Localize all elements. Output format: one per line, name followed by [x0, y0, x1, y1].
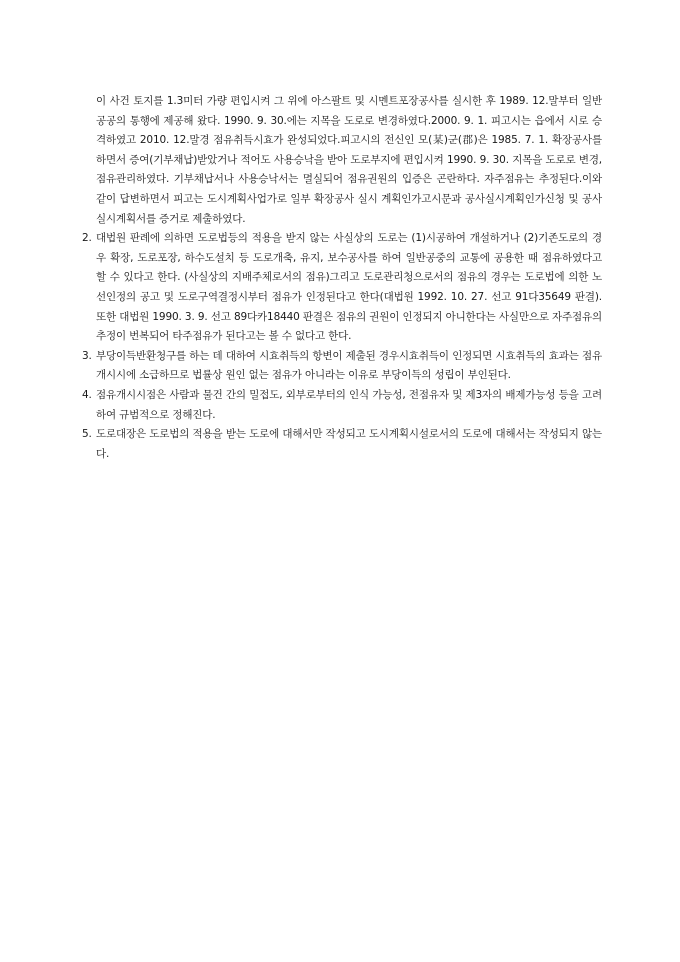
intro-paragraph: 이 사건 토지를 1.3미터 가량 편입시켜 그 위에 아스팔트 및 시멘트포장공사를 실시한 후 1989. 12.말부터 일반공공의 통행에 제공해 왔다. 1990. 9. 30.에는 지목을 도로로 변경하였다.2000. 9. 1. 피고시는 읍에서 시로 승격하였고 2010. 12.말경 점유취득시효가 완성되었다.피고시의 전신인 모(某)군(郡)은 1985. 7. 1. 확장공사를 하면서 증여(기부채납)받았거나 적어도 사용승낙을 받아 도로부지에 편입시켜 1990. 9. 30. 지목을 도로로 변경, 점유관리하였다. 기부채납서나 사용승낙서는 멸실되어 점유권원의 입증은 곤란하다. 자주점유는 추정된다.이와 같이 답변하면서 피고는 도시계획사업가로 일부 확장공사 실시 계획인가고시문과 공사실시계획인가신청 및 공사실시계획서를 증거로 제출하였다.: [96, 95, 602, 225]
list-item-number: 2.: [82, 232, 92, 245]
list-item-number: 3.: [82, 349, 92, 362]
list-item-4: [82, 386, 602, 425]
list-item-text: 대법원 판례에 의하면 도로법등의 적용을 받지 않는 사실상의 도로는 (1)시공하여 개설하거나 (2)기존도로의 경우 확장, 도로포장, 하수도설치 등 도로개축, 유지, 보수공사를 하여 일반공중의 교통에 공용한 때 점유하였다고 할 수 있다고 한다. (사실상의 지배주체로서의 점유)그리고 도로관리청으로서의 점유의 경우는 도로법에 의한 노선인정의 공고 및 도로구역결정시부터 점유가 인정된다고 한다(대법원 1992. 10. 27. 선고 91다35649 판결).또한 대법원 1990. 3. 9. 선고 89다카18440 판결은 점유의 권원이 인정되지 아니한다는 사실만으로 자주점유의 추정이 번복되어 타주점유가 된다고는 볼 수 없다고 한다.: [96, 232, 602, 343]
list-item-3: [82, 347, 602, 386]
list-item-number: 5.: [82, 428, 92, 441]
list-item-number: 4.: [82, 388, 92, 401]
list-item-text: 도로대장은 도로법의 적용을 받는 도로에 대해서만 작성되고 도시계획시설로서의 도로에 대해서는 작성되지 않는다.: [96, 428, 602, 460]
list-item-5: [82, 425, 602, 464]
list-item-2: [82, 229, 602, 347]
document-body: [82, 92, 602, 464]
list-item-text: 점유개시시점은 사람과 물건 간의 밀접도, 외부로부터의 인식 가능성, 전점유자 및 제3자의 배제가능성 등을 고려하여 규범적으로 정해진다.: [96, 388, 602, 421]
list-item-text: 부당이득반환청구를 하는 데 대하여 시효취득의 항변이 제출된 경우시효취득이 인정되면 시효취득의 효과는 점유개시시에 소급하므로 법률상 원인 없는 점유가 아니라는 이유로 부당이득의 성립이 부인된다.: [96, 349, 602, 382]
